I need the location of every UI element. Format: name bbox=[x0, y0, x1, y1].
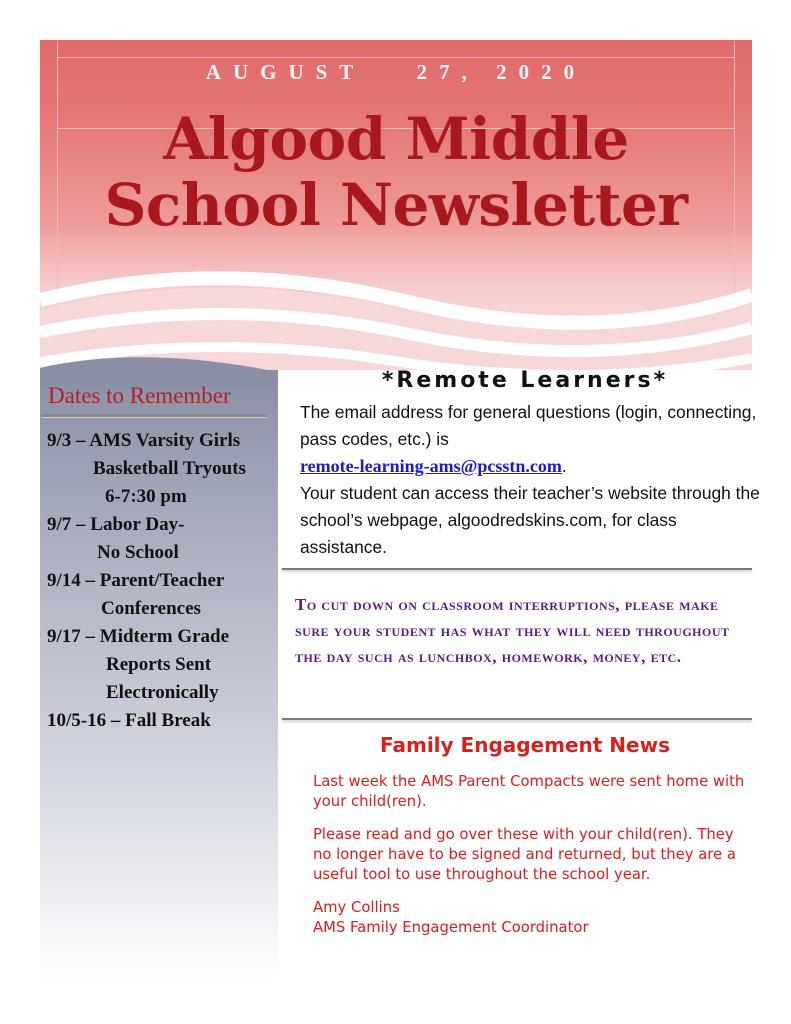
remote-learners-body bbox=[300, 399, 760, 561]
section-divider-2 bbox=[282, 718, 752, 720]
date-item-line: 10/5-16 – Fall Break bbox=[47, 710, 211, 731]
date-item-line: Electronically bbox=[106, 682, 219, 703]
email-suffix: . bbox=[561, 456, 567, 476]
family-engagement-heading: Family Engagement News bbox=[380, 733, 670, 757]
signature-name: Amy Collins bbox=[313, 899, 400, 916]
newsletter-title bbox=[40, 106, 752, 238]
title-line-1: Algood Middle bbox=[163, 105, 629, 173]
remote-learners-email-line bbox=[300, 453, 760, 480]
fe-signature bbox=[313, 898, 753, 938]
date-item-line: Reports Sent bbox=[106, 654, 212, 675]
fe-paragraph-2: Please read and go over these with your child(ren). They no longer have to be signed and returned, but they are a useful tool to use throughout the school year. bbox=[313, 826, 736, 883]
date-item-line: No School bbox=[97, 542, 179, 563]
date-item bbox=[47, 567, 277, 623]
date-item bbox=[47, 623, 277, 707]
newsletter-date: AUGUST 27, 2020 bbox=[205, 60, 587, 84]
dates-list bbox=[47, 427, 277, 735]
date-item-line: Conferences bbox=[101, 598, 201, 619]
fe-paragraph-1: Last week the AMS Parent Compacts were sent home with your child(ren). bbox=[313, 773, 745, 810]
remote-learners-website-info: Your student can access their teacher’s website through the school’s webpage, algoodredskins.com, for class assistance. bbox=[300, 483, 760, 557]
date-item-line: 9/14 – Parent/Teacher bbox=[47, 570, 225, 591]
date-item-line: 9/17 – Midterm Grade bbox=[47, 626, 230, 647]
date-item bbox=[47, 511, 277, 567]
header-banner bbox=[40, 40, 752, 370]
date-item-line: Basketball Tryouts bbox=[93, 458, 246, 479]
sidebar-wave bbox=[40, 346, 278, 386]
email-link[interactable]: remote-learning-ams@pcsstn.com bbox=[300, 456, 562, 476]
classroom-notice: To cut down on classroom interruptions, please make sure your student has what they will need throughout the day such as lunchbox, homework, money, etc. bbox=[295, 595, 730, 666]
dates-heading: Dates to Remember bbox=[48, 383, 231, 408]
title-line-2: School Newsletter bbox=[104, 171, 688, 239]
remote-learners-heading: *Remote Learners* bbox=[381, 368, 669, 393]
section-divider-1 bbox=[282, 568, 752, 570]
date-item-line: 9/7 – Labor Day- bbox=[47, 514, 185, 535]
dates-divider bbox=[42, 414, 267, 417]
date-item bbox=[47, 707, 277, 735]
signature-title: AMS Family Engagement Coordinator bbox=[313, 919, 589, 936]
remote-learners-intro: The email address for general questions (login, connecting, pass codes, etc.) is bbox=[300, 402, 757, 449]
date-item-line: 9/3 – AMS Varsity Girls bbox=[47, 430, 241, 451]
family-engagement-body bbox=[313, 772, 753, 938]
date-item-line: 6-7:30 pm bbox=[105, 486, 187, 507]
date-item bbox=[47, 427, 277, 511]
